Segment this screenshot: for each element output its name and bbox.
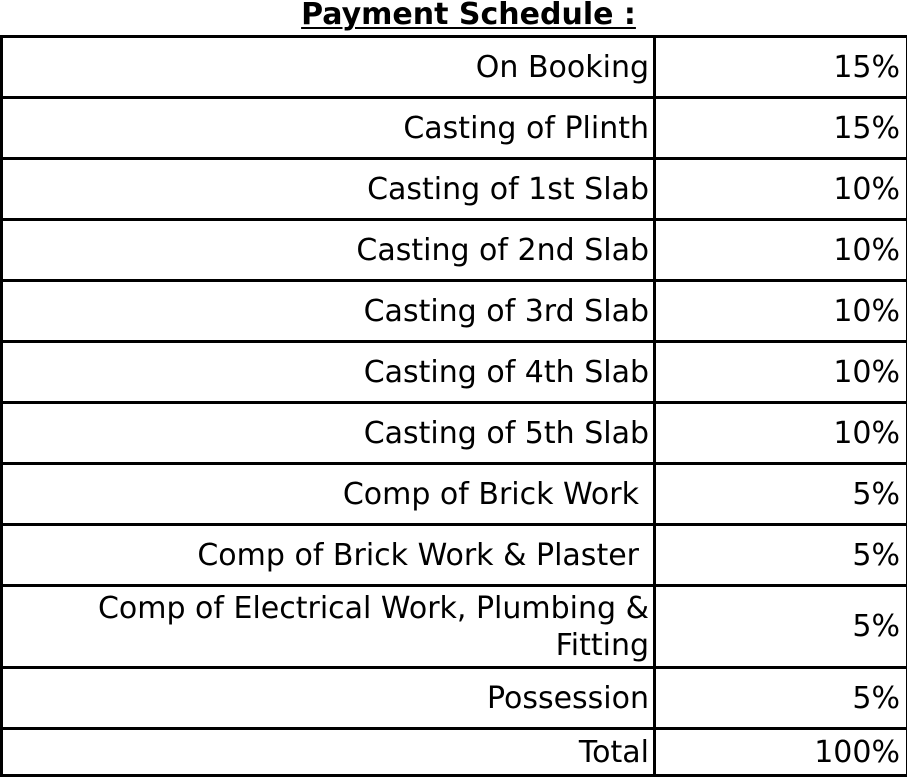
table-row	[2, 159, 907, 220]
percent-cell: 10%	[655, 342, 907, 403]
table-row	[2, 586, 907, 668]
percent-cell: 5%	[655, 668, 907, 729]
page-title: Payment Schedule :	[0, 0, 907, 36]
total-label: Total	[2, 729, 655, 776]
percent-cell: 5%	[655, 586, 907, 668]
stage-cell: Comp of Brick Work	[2, 464, 655, 525]
percent-cell: 10%	[655, 403, 907, 464]
stage-cell: Casting of 2nd Slab	[2, 220, 655, 281]
table-row	[2, 220, 907, 281]
table-row	[2, 98, 907, 159]
stage-cell: Possession	[2, 668, 655, 729]
stage-cell: Casting of 4th Slab	[2, 342, 655, 403]
percent-cell: 5%	[655, 464, 907, 525]
stage-cell: Casting of 3rd Slab	[2, 281, 655, 342]
table-row	[2, 403, 907, 464]
percent-cell: 10%	[655, 220, 907, 281]
payment-schedule-table	[0, 35, 907, 777]
total-row	[2, 729, 907, 776]
percent-cell: 15%	[655, 98, 907, 159]
total-percent: 100%	[655, 729, 907, 776]
table-row	[2, 464, 907, 525]
table-row	[2, 37, 907, 98]
stage-cell: Comp of Electrical Work, Plumbing & Fitting	[2, 586, 655, 668]
table-row	[2, 342, 907, 403]
percent-cell: 10%	[655, 281, 907, 342]
percent-cell: 15%	[655, 37, 907, 98]
table-row	[2, 668, 907, 729]
stage-cell: Comp of Brick Work & Plaster	[2, 525, 655, 586]
table-row	[2, 525, 907, 586]
stage-cell: On Booking	[2, 37, 655, 98]
stage-cell: Casting of Plinth	[2, 98, 655, 159]
stage-cell: Casting of 1st Slab	[2, 159, 655, 220]
stage-cell: Casting of 5th Slab	[2, 403, 655, 464]
percent-cell: 5%	[655, 525, 907, 586]
percent-cell: 10%	[655, 159, 907, 220]
table-row	[2, 281, 907, 342]
